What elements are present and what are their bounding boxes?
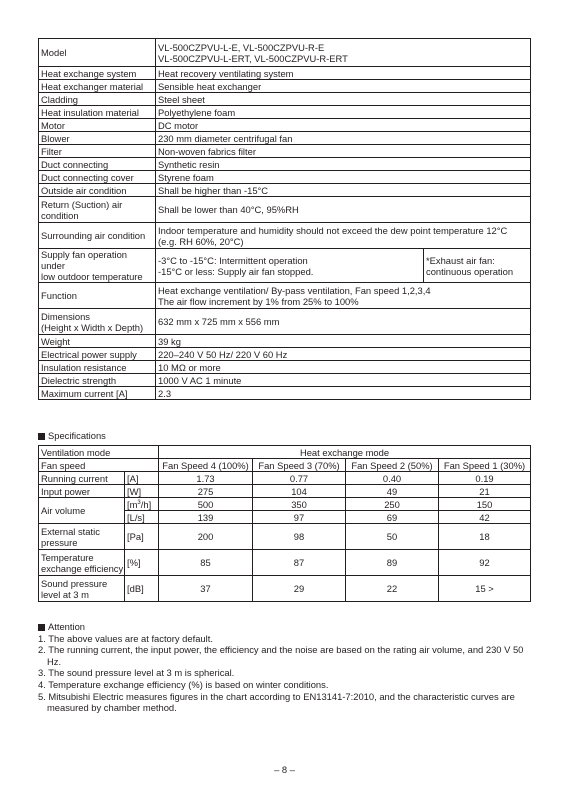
attention-title: Attention (48, 621, 86, 632)
row-label: Input power (39, 485, 125, 498)
air-volume-row (39, 498, 531, 511)
spec-label: Heat exchange system (39, 67, 156, 80)
spec-value: Steel sheet (156, 93, 531, 106)
row-label (39, 550, 125, 576)
cell-value: 97 (253, 511, 346, 524)
spec-label: Function (39, 283, 156, 309)
input-power-row (39, 485, 531, 498)
spec-label: Surrounding air condition (39, 223, 156, 249)
spec-row (39, 335, 531, 348)
spec-row (39, 106, 531, 119)
cell-value: 1.73 (159, 472, 253, 485)
row-label (39, 576, 125, 602)
spec-value: Sensible heat exchanger (156, 80, 531, 93)
cell-value: 139 (159, 511, 253, 524)
spec-label-line: (Height x Width x Depth) (41, 321, 144, 333)
cell-value: 275 (159, 485, 253, 498)
unit-part: /h] (140, 498, 152, 510)
spec-value-line: -3°C to -15°C: Intermittent operation (158, 254, 308, 266)
spec-value: Styrene foam (156, 171, 531, 184)
row-unit: [W] (125, 485, 159, 498)
cell-value: 49 (346, 485, 439, 498)
spec-value (156, 39, 531, 67)
spec-value: 39 kg (156, 335, 531, 348)
spec-row (39, 145, 531, 158)
fan-speed-header: Fan Speed 1 (30%) (439, 459, 531, 472)
cell-value: 0.40 (346, 472, 439, 485)
spec-value-line: The air flow increment by 1% from 25% to 100% (158, 295, 359, 307)
spec-row (39, 374, 531, 387)
spec-row (39, 158, 531, 171)
cell-value: 150 (439, 498, 531, 511)
attention-section (38, 621, 538, 714)
row-label-line: Sound pressure (41, 577, 108, 589)
spec-note (424, 249, 531, 283)
spec-label: Heat insulation material (39, 106, 156, 119)
cell-value: 21 (439, 485, 531, 498)
attention-list (38, 633, 538, 714)
cell-value: 200 (159, 524, 253, 550)
spec-value: Polyethylene foam (156, 106, 531, 119)
cell-value: 42 (439, 511, 531, 524)
spec-value: Shall be higher than -15°C (156, 184, 531, 197)
cell-value: 85 (159, 550, 253, 576)
spec-value: DC motor (156, 119, 531, 132)
spec-label-line: condition (41, 209, 79, 221)
cell-value: 350 (253, 498, 346, 511)
spec-label: Outside air condition (39, 184, 156, 197)
spec-value-line: VL-500CZPVU-L-ERT, VL-500CZPVU-R-ERT (158, 52, 348, 64)
row-label-line: exchange efficiency (41, 562, 124, 574)
spec-table (38, 38, 531, 400)
spec-row-model (39, 39, 531, 67)
cell-value: 0.77 (253, 472, 346, 485)
attention-item: 4. Temperature exchange efficiency (%) is based on winter conditions. (38, 678, 329, 690)
attention-item: 2. The running current, the input power, the efficiency and the noise are based on the rating air volume, and 230 V 50 Hz. (38, 644, 524, 667)
spec-label (39, 197, 156, 223)
cell-value: 37 (159, 576, 253, 602)
row-unit: [%] (125, 550, 159, 576)
spec-row (39, 283, 531, 309)
spec-label: Insulation resistance (39, 361, 156, 374)
square-bullet-icon (38, 433, 45, 440)
cell-value: 500 (159, 498, 253, 511)
spec-row (39, 80, 531, 93)
spec-label-line: Return (Suction) air (41, 198, 123, 210)
row-unit: [Pa] (125, 524, 159, 550)
cell-value: 18 (439, 524, 531, 550)
page-number: – 8 – (274, 764, 295, 775)
spec-value (156, 283, 531, 309)
cell-value: 50 (346, 524, 439, 550)
fan-speed-label: Fan speed (39, 459, 159, 472)
spec-value-line: VL-500CZPVU-L-E, VL-500CZPVU-R-E (158, 41, 325, 53)
spec-value: 632 mm x 725 mm x 556 mm (156, 309, 531, 335)
fan-speed-row (39, 459, 531, 472)
spec-row (39, 249, 531, 283)
spec-label (39, 309, 156, 335)
specifications-heading (38, 430, 106, 441)
spec-value: 2.3 (156, 387, 531, 400)
spec-value-line: Indoor temperature and humidity should not exceed the dew point temperature 12°C (158, 224, 508, 236)
fan-speed-header: Fan Speed 3 (70%) (253, 459, 346, 472)
spec-row (39, 93, 531, 106)
spec-row (39, 67, 531, 80)
spec-row (39, 387, 531, 400)
spec-note-line: *Exhaust air fan: (426, 254, 495, 266)
attention-heading (38, 621, 538, 633)
row-unit: [L/s] (125, 511, 159, 524)
cell-value: 87 (253, 550, 346, 576)
spec-label: Maximum current [A] (39, 387, 156, 400)
cell-value: 92 (439, 550, 531, 576)
attention-item: 1. The above values are at factory default. (38, 632, 213, 644)
attention-item: 3. The sound pressure level at 3 m is spherical. (38, 667, 235, 679)
spec-label-line: Dimensions (41, 310, 90, 322)
spec-row (39, 184, 531, 197)
cell-value: 22 (346, 576, 439, 602)
spec-value (156, 223, 531, 249)
spec-value: 220–240 V 50 Hz/ 220 V 60 Hz (156, 348, 531, 361)
row-label-line: Temperature (41, 551, 94, 563)
spec-label: Weight (39, 335, 156, 348)
external-static-pressure-row (39, 524, 531, 550)
spec-value-line: (e.g. RH 60%, 20°C) (158, 235, 244, 247)
ventilation-mode-label: Ventilation mode (39, 446, 159, 459)
spec-label-line: Supply fan operation under (41, 249, 128, 271)
spec-label: Duct connecting cover (39, 171, 156, 184)
cell-value: 89 (346, 550, 439, 576)
performance-table (38, 445, 531, 602)
row-label-line: External static (41, 525, 100, 537)
ventilation-mode-row (39, 446, 531, 459)
row-label: Running current (39, 472, 125, 485)
spec-value: Synthetic resin (156, 158, 531, 171)
row-unit (125, 498, 159, 511)
temperature-exchange-efficiency-row (39, 550, 531, 576)
row-label: Air volume (39, 498, 125, 524)
spec-row (39, 361, 531, 374)
spec-value: 10 MΩ or more (156, 361, 531, 374)
spec-row (39, 309, 531, 335)
spec-label-line: low outdoor temperature (41, 271, 143, 282)
spec-row (39, 197, 531, 223)
row-unit: [dB] (125, 576, 159, 602)
spec-value: Heat recovery ventilating system (156, 67, 531, 80)
sound-pressure-level-row (39, 576, 531, 602)
spec-label: Duct connecting (39, 158, 156, 171)
attention-item: 5. Mitsubishi Electric measures figures in the chart according to EN13141-7:2010, and the characteristic curves are measured by chamber method. (38, 690, 515, 714)
spec-row (39, 132, 531, 145)
cell-value: 29 (253, 576, 346, 602)
fan-speed-header: Fan Speed 4 (100%) (159, 459, 253, 472)
spec-label: Electrical power supply (39, 348, 156, 361)
spec-row (39, 223, 531, 249)
row-label (39, 524, 125, 550)
cell-value: 104 (253, 485, 346, 498)
spec-value-line: -15°C or less: Supply air fan stopped. (158, 265, 314, 277)
spec-value: Non-woven fabrics filter (156, 145, 531, 158)
unit-part: [m (127, 498, 138, 510)
cell-value: 0.19 (439, 472, 531, 485)
spec-value (156, 249, 424, 283)
spec-value: Shall be lower than 40°C, 95%RH (156, 197, 531, 223)
specifications-title: Specifications (48, 430, 106, 441)
spec-label: Motor (39, 119, 156, 132)
row-label-line: level at 3 m (41, 588, 89, 600)
spec-label: Dielectric strength (39, 374, 156, 387)
spec-label: Cladding (39, 93, 156, 106)
spec-row (39, 119, 531, 132)
spec-row (39, 171, 531, 184)
spec-row (39, 348, 531, 361)
spec-value: 1000 V AC 1 minute (156, 374, 531, 387)
row-unit: [A] (125, 472, 159, 485)
fan-speed-header: Fan Speed 2 (50%) (346, 459, 439, 472)
square-bullet-icon (38, 624, 45, 631)
spec-label: Heat exchanger material (39, 80, 156, 93)
row-label-line: pressure (41, 536, 78, 548)
spec-label (39, 249, 156, 283)
spec-value-line: Heat exchange ventilation/ By-pass ventilation, Fan speed 1,2,3,4 (158, 284, 431, 296)
spec-value: 230 mm diameter centrifugal fan (156, 132, 531, 145)
cell-value: 15 > (439, 576, 531, 602)
cell-value: 98 (253, 524, 346, 550)
spec-label: Model (39, 39, 156, 67)
running-current-row (39, 472, 531, 485)
cell-value: 69 (346, 511, 439, 524)
ventilation-mode-value: Heat exchange mode (159, 446, 531, 459)
unit-superscript: 3 (137, 499, 141, 506)
cell-value: 250 (346, 498, 439, 511)
spec-note-line: continuous operation (426, 265, 514, 277)
spec-label: Blower (39, 132, 156, 145)
spec-label: Filter (39, 145, 156, 158)
